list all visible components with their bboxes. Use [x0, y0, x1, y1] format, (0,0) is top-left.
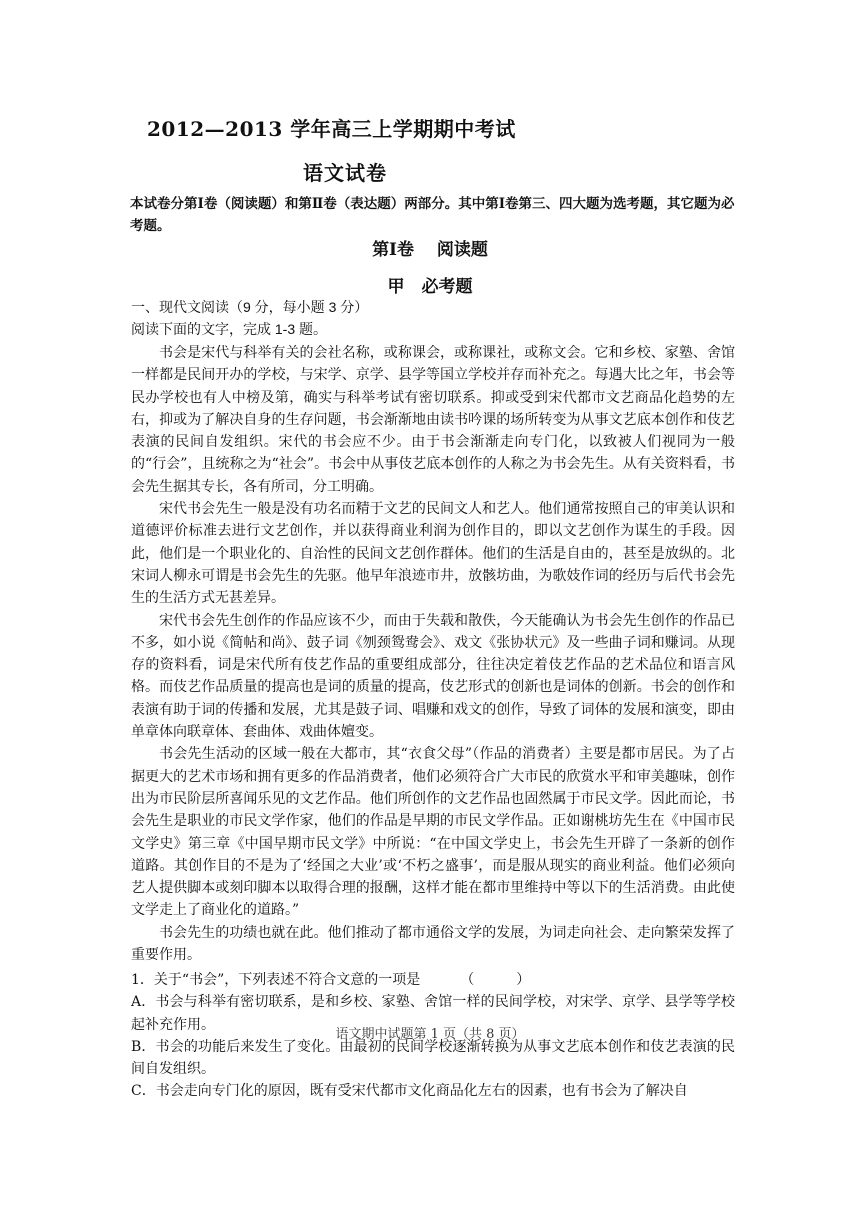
part-subheading: 甲 必考题 [387, 277, 473, 297]
passage-paragraph: 书会先生的功绩也就在此。他们推动了都市通俗文学的发展，为词走向社会、走向繁荣发挥了重要作用。 [131, 924, 735, 964]
part-title: 第Ⅰ卷 阅读题 [372, 240, 488, 260]
exam-subtitle: 语文试卷 [303, 161, 387, 185]
exam-notice: 本试卷分第Ⅰ卷（阅读题）和第Ⅱ卷（表达题）两部分。其中第Ⅰ卷第三、四大题为选考题，其它题为必考题。 [130, 196, 735, 234]
question-1-stem [131, 969, 735, 991]
exam-title: 2012—2013 学年高三上学期期中考试 [147, 117, 516, 141]
reading-passage [131, 342, 735, 966]
passage-paragraph: 书会是宋代与科举有关的会社名称，或称课会，或称课社，或称文会。它和乡校、家塾、舍馆一样都是民间开办的学校，与宋学、京学、县学等国立学校并存而补充之。每遇大比之年，书会等民办学校也有人中榜及第，确实与科举考试有密切联系。抑或受到宋代都市文艺商品化趋势的左右，抑或为了解决自身的生存问题，书会渐渐地由读书吟课的场所转变为从事文艺底本创作和伎艺表演的民间自发组织。宋代的书会应不少。由于书会渐渐走向专门化，以致被人们视同为一般的“行会”，且统称之为“社会”。书会中从事伎艺底本创作的人称之为书会先生。从有关资料看，书会先生据其专长，各有所司，分工明确。 [131, 345, 735, 495]
page-footer: 语文期中试题第 1 页（共 8 页） [335, 1027, 525, 1042]
option-c: C．书会走向专门化的原因，既有受宋代都市文化商品化左右的因素，也有书会为了解决自 [131, 1083, 688, 1100]
option-b: B．书会的功能后来发生了变化。由最初的民间学校逐渐转换为从事文艺底本创作和伎艺表演的民间自发组织。 [131, 1038, 735, 1078]
passage-paragraph: 宋代书会先生创作的作品应该不少，而由于失载和散佚，今天能确认为书会先生创作的作品已不多，如小说《简帖和尚》、鼓子词《刎颈鸳鸯会》、戏文《张协状元》及一些曲子词和赚词。从现存的资料看，词是宋代所有伎艺作品的重要组成部分，往往决定着伎艺作品的艺术品位和语言风格。而伎艺作品质量的提高也是词的质量的提高，伎艺形式的创新也是词体的创新。书会的创作和表演有助于词的传播和发展，尤其是鼓子词、唱赚和戏文的创作，导致了词体的发展和演变，即由单章体向联章体、套曲体、戏曲体嬗变。 [131, 612, 735, 741]
passage-paragraph: 书会先生活动的区域一般在大都市，其“衣食父母”（作品的消费者）主要是都市居民。为了占据更大的艺术市场和拥有更多的作品消费者，他们必须符合广大市民的欣赏水平和审美趣味，创作出为市民阶层所喜闻乐见的文艺作品。他们所创作的文艺作品也固然属于市民文学。因此而论，书会先生是职业的市民文学作家，他们的作品是早期的市民文学作品。正如谢桃坊先生在《中国市民文学史》第三章《中国早期市民文学》中所说：“在中国文学史上，书会先生开辟了一条新的创作道路。其创作目的不是为了‘经国之大业’或‘不朽之盛事’，而是服从现实的商业利益。他们必须向艺人提供脚本或刻印脚本以取得合理的报酬，这样才能在都市里维持中等以下的生活消费。由此使文学走上了商业化的道路。” [131, 746, 735, 919]
reading-instruction: 阅读下面的文字，完成 1-3 题。 [131, 321, 328, 337]
option-a: A．书会与科举有密切联系，是和乡校、家塾、舍馆一样的民间学校，对宋学、京学、县学等学校起补充作用。 [131, 994, 735, 1033]
question-1-text: 1．关于“书会”，下列表述不符合文意的一项是 [131, 972, 421, 988]
answer-parenthesis: （ ） [460, 972, 531, 988]
passage-paragraph: 宋代书会先生一般是没有功名而精于文艺的民间文人和艺人。他们通常按照自己的审美认识和道德评价标准去进行文艺创作，并以获得商业利润为创作目的，即以文艺创作为谋生的手段。因此，他们是一个职业化的、自治性的民间文艺创作群体。他们的生活是自由的，甚至是放纵的。北宋词人柳永可谓是书会先生的先驱。他早年浪迹市井，放骸坊曲，为歌妓作词的经历与后代书会先生的生活方式无甚差异。 [131, 501, 735, 607]
section-heading: 一、现代文阅读（9 分，每小题 3 分） [131, 299, 369, 315]
